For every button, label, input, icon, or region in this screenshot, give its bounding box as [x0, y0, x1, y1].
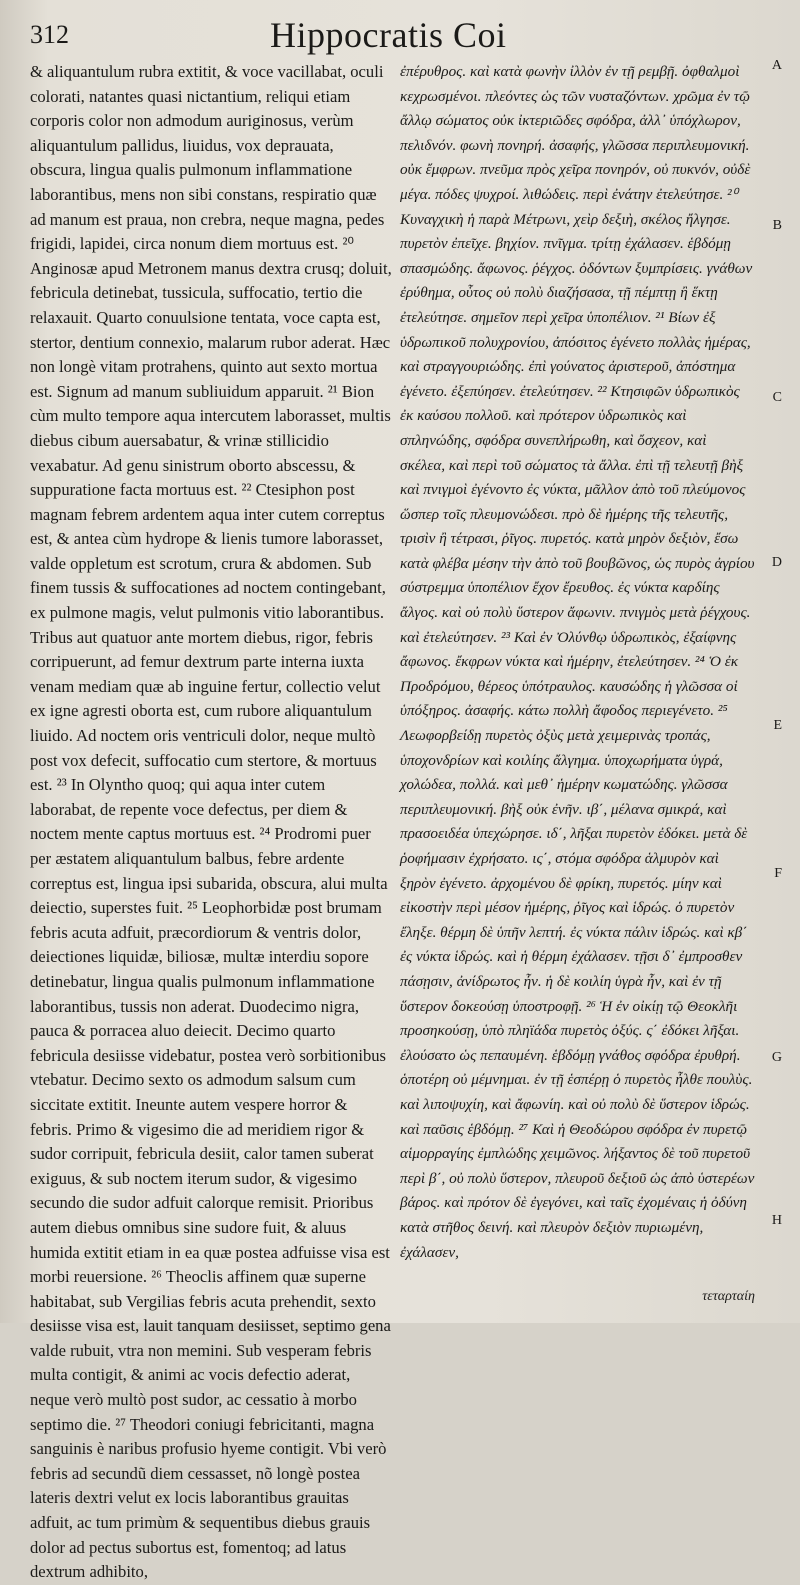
latin-text: & aliquantulum rubra extitit, & voce vacillabat, oculi colorati, natantes quasi nictantium, reliqui etiam corporis color non admodum auriginosus, verùm aliquantulum pallidus, liuidus, vox deprauata, obscura, lingua qualis pulmonum inflammatione laborantibus, mens non sibi constans, respiratio quæ ad manum est praua, non crebra, neque magna, pedes frigidi, lapidei, circa nonum diem mortuus est. ²⁰ Anginosæ apud Metronem manus dextra crusq; doluit, febricula detinebat, tussicula, suffocatio, tertio die relaxauit. Quarto conuulsione tentata, voce capta est, stertor, dentium connexio, malarum rubor aderat. Hæc non longè vitam protrahens, quinto aut sexto mortua est. Signum ad manum subliuidum apparuit. ²¹ Bion cùm multo tempore aqua intercutem laborasset, multis diebus cibum auersabatur, & vrinæ stillicidio vexabatur. Ad genu sinistrum oborto abscessu, & suppuratione facta mortuus est. ²² Ctesiphon post magnam febrem ardentem aqua inter cutem correptus est, & antea cùm hydrope & lienis tumore laborasset, valde oppletum est scrotum, crura & abdomen. Sub finem tussis & suffocationes ad noctem contingebant, ex pulmone magis, velut pulmonis vitio laborantibus. Tribus aut quatuor ante mortem diebus, rigor, febris corripuerunt, ad femur dextrum parte interna iuxta venam mediam quæ ab inguine fertur, collectio velut ex igne agresti oborta est, cum rubore aliquantulum liuido. Ad noctem oris ventriculi dolor, neque multò post vox defecit, suffocatio cum stertore, & mortuus est. ²³ In Olyntho quoq; qui aqua inter cutem laborabat, de repente voce defectus, per diem & noctem mente captus mortuus est. ²⁴ Prodromi puer per æstatem aliquantulum balbus, febre ardente correptus est, lingua ipsi subarida, obscura, alui multa deiectio, superstes fuit. ²⁵ Leophorbidæ post brumam febris acuta adfuit, præcordiorum & ventris dolor, deiectiones liquidæ, biliosæ, multæ interdiu sopore detinebatur, lingua qualis pulmonum inflammatione laborantibus, tussis non aderat. Duodecimo nigra, pauca & porracea aluo deiecit. Decimo quarto febricula desiisse videbatur, postea verò sorbitionibus vtebatur. Decimo sexto os admodum salsum cum siccitate extitit. Ineunte autem vespere horror & febris. Primo & vigesimo die ad meridiem rigor & sudor corripuit, febricula desiit, calor tamen suberat exiguus, & sub noctem iterum sudor, & vigesimo secundo die sudor adfuit calorque remisit. Prioribus autem diebus omnibus sine sudore fuit, & aluus humida extitit etiam in ea quæ postea adfuisse visa est morbi reuersione. ²⁶ Theoclis affinem quæ superne habitabat, sub Vergilias febris acuta prehendit, sexto desiisse visa est, lauit tanquam desiisset, septimo gena valde rubuit, vtra non memini. Sub vesperam febris multa contigit, & animi ac vocis defectio aderat, neque verò multò post sudor, ac cessatio à morbo septimo die. ²⁷ Theodori coniugi febricitanti, magna sanguinis è naribus profusio hyeme contigit. Vbi verò febris ad secundũ diem cessasset, nõ longè postea lateris dextri velut ex locis laborantibus grauitas adfuit, ac tum primùm & sequentibus diebus grauis dolor ad pectus subortus est, fomentoq; ad latus dextrum adhibito,	[30, 62, 392, 1582]
greek-column	[400, 60, 755, 1283]
margin-letter-g: G	[771, 1050, 782, 1065]
running-head: Hippocratis Coi	[270, 15, 507, 55]
greek-text: ἐπέρυθρος. καὶ κατὰ φωνὴν ἰλλὸν ἐν τῇ ρεμβῇ. ὀφθαλμοὶ κεχρωσμένοι. πλεόντες ὡς τῶν νυσταζόντων. χρῶμα ἐν τῷ ἄλλῳ σώματος οὐκ ἰκτεριῶδες σφόδρα, ἀλλ᾽ ὑπόχλωρον, πελιδνόν. φωνὴ πονηρή. ἀσαφής, γλῶσσα περιπλευμονική. οὐκ ἔμφρων. πνεῦμα πρὸς χεῖρα πονηρόν, οὐ πυκνόν, οὐδὲ μέγα. πόδες ψυχροί. λιθώδεις. περὶ ἐνάτην ἐτελεύτησε. ²⁰ Κυναγχικὴ ἡ παρὰ Μέτρωνι, χεὶρ δεξιὴ, σκέλος ἤλγησε. πυρετὸν ἐπεῖχε. βηχίον. πνῖγμα. τρίτῃ ἐχάλασεν. ἑβδόμῃ σπασμώδης. ἄφωνος. ῥέγχος. ὀδόντων ξυμπρίσεις. γνάθων ἐρύθημα, οὗτος οὐ πολὺ διαζήσασα, τῇ πέμπτῃ ἢ ἕκτῃ ἐτελεύτησε. σημεῖον περὶ χεῖρα ὑποπέλιον. ²¹ Βίων ἐξ ὑδρωπικοῦ πολυχρονίου, ἀπόσιτος ἐγένετο πολλὰς ἡμέρας, καὶ στραγγουριώδης. ἐπὶ γούνατος ἀριστεροῦ, ἀπόστημα ἐγένετο. ἐξεπύησεν. ἐτελεύτησεν. ²² Κτησιφῶν ὑδρωπικὸς ἐκ καύσου πολλοῦ. καὶ πρότερον ὑδρωπικὸς καὶ σπληνώδης, σφόδρα συνεπλήρωθη, καὶ ὄσχεον, καὶ σκέλεα, καὶ περὶ τοῦ σώματος τὰ ἄλλα. ἐπὶ τῇ τελευτῇ βὴξ καὶ πνιγμοὶ ἐγένοντο ἐς νύκτα, μᾶλλον ἀπὸ τοῦ πλεύμονος ὥσπερ τοῖς πλευμονώδεσι. πρὸ δὲ ἡμέρης τῆς τελευτῆς, τρισὶν ἢ τέτρασι, ῥῖγος. πυρετός. κατὰ μηρὸν δεξιὸν, ἔσω κατὰ φλέβα μέσην τὴν ἀπὸ τοῦ βουβῶνος, ὡς πυρὸς ἀγρίου σύστρεμμα ὑποπέλιον ἔχον ἔρευθος. ἐς νύκτα καρδίης ἄλγος. καὶ οὐ πολὺ ὕστερον ἄφωνιν. πνιγμὸς μετὰ ῥέγχους. καὶ ἐτελεύτησεν. ²³ Καὶ ἐν Ὀλύνθῳ ὑδρωπικὸς, ἐξαίφνης ἄφωνος. ἔκφρων νύκτα καὶ ἡμέρην, ἐτελεύτησεν. ²⁴ Ὁ ἐκ Προδρόμου, θέρεος ὑπότραυλος. καυσώδης ἡ γλῶσσα οἱ ὑπόξηρος. ἀσαφής. κάτω πολλὴ ἄφοδος περιεγένετο. ²⁵ Λεωφορβείδῃ πυρετὸς ὀξὺς μετὰ χειμερινὰς τροπάς, ὑποχονδρίων καὶ κοιλίης ἄλγημα. ὑποχωρήματα ὑγρά, χολώδεα, πολλά. καὶ μεθ᾽ ἡμέρην κωματώδης. γλῶσσα περιπλευμονική. βὴξ οὐκ ἐνῆν. ιβ΄, μέλανα σμικρά, καὶ πρασοειδέα ὑπεχώρησε. ιδ΄, λῆξαι πυρετὸν ἐδόκει. μετὰ δὲ ῥοφήμασιν ἐχρήσατο. ις΄, στόμα σφόδρα ἁλμυρὸν καὶ ξηρὸν ἐγένετο. ἀρχομένου δὲ φρίκη, πυρετός. μίην καὶ εἰκοστὴν περὶ μέσον ἡμέρης, ῥῖγος καὶ ἱδρώς. ὁ πυρετὸν ἔληξε. θέρμη δὲ ὑπῆν λεπτή. ἐς νύκτα πάλιν ἱδρώς. καὶ κβ΄ ἐς νύκτα ἱδρώς. καὶ ἡ θέρμη ἐχάλασεν. τῇσι δ᾽ ἐμπροσθεν πάσῃσιν, ἀνίδρωτος ἦν. ἡ δὲ κοιλίη ὑγρὰ ἦν, καὶ ἐν τῇ ὕστερον δοκεούσῃ ὑποστροφῇ. ²⁶ Ἡ ἐν οἰκίῃ τῷ Θεοκλῆι προσηκούσῃ, ὑπὸ πληϊάδα πυρετὸς ὀξύς. ς΄ ἐδόκει λῆξαι. ἐλούσατο ὡς πεπαυμένη. ἑβδόμῃ γνάθος σφόδρα ἐρυθρή. ὁποτέρη οὐ μέμνημαι. ἐν τῇ ἑσπέρῃ ὁ πυρετὸς ἦλθε πουλὺς. καὶ λιποψυχίη, καὶ ἄφωνίη. καὶ οὐ πολὺ δὲ ὕστερον ἱδρώς. καὶ παῦσις ἑβδόμῃ. ²⁷ Καὶ ἡ Θεοδώρου σφόδρα ἐν πυρετῷ αἱμορραγίης ἐμπλώδης χειμῶνος. λήξαντος δὲ τοῦ πυρετοῦ περὶ β΄, οὐ πολὺ ὕστερον, πλευροῦ δεξιοῦ ὡς ἀπὸ ὑστερέων βάρος. καὶ πρότον δὲ ἐγεγόνει, καὶ ταῖς ἐχομέναις ἡ ὀδύνη κατὰ στῆθος δεινή. καὶ πλευρὸν δεξιὸν πυριωμένη, ἐχάλασεν,	[400, 63, 755, 1261]
margin-letter-a: A	[771, 58, 782, 73]
catchword: τεταρταίη	[702, 1289, 755, 1304]
margin-letter-b: B	[772, 218, 782, 233]
page-header	[30, 14, 770, 58]
margin-letter-c: C	[772, 390, 782, 405]
margin-letter-d: D	[771, 555, 782, 570]
margin-letter-e: E	[773, 718, 782, 733]
page-number: 312	[30, 20, 69, 49]
latin-column	[30, 60, 392, 1582]
margin-letter-h: H	[771, 1213, 782, 1228]
margin-letter-f: F	[774, 866, 782, 881]
